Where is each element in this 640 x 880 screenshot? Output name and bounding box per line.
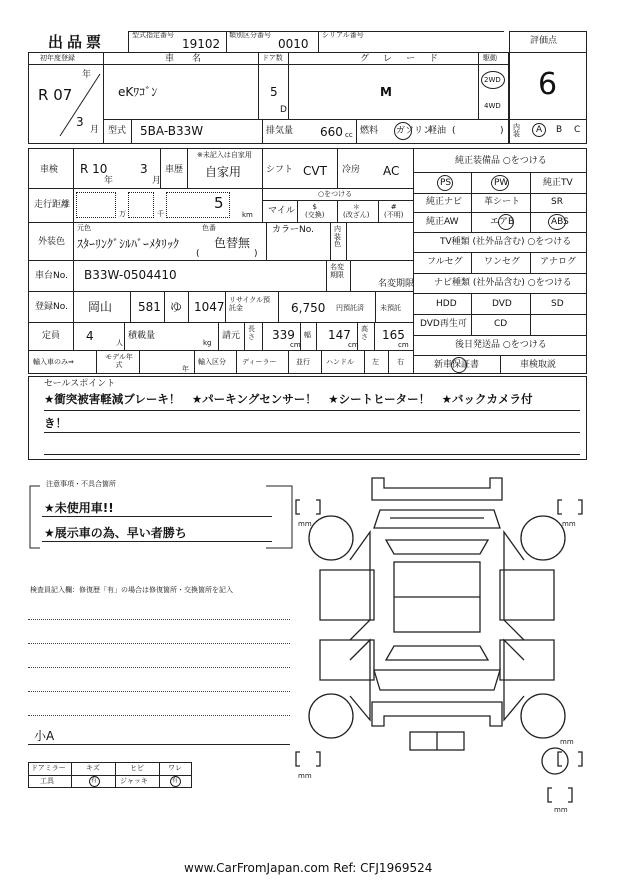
later-header: 後日発送品 ○をつける — [455, 340, 547, 350]
height-unit: cm — [398, 341, 409, 349]
footer-ref: www.CarFromJapan.com Ref: CFJ1969524 — [184, 861, 433, 875]
legend-jack: ジャッキ — [120, 777, 148, 785]
handle-right: 右 — [397, 358, 404, 366]
tv-header: TV種類 (社外品含む) ○をつける — [440, 237, 572, 247]
exchange: $ (交換) — [305, 203, 325, 220]
legend-crack: ヒビ — [130, 764, 144, 772]
spec-no-label: 型式指定番号 — [132, 31, 174, 39]
modified: ＊ (改ざん) — [343, 203, 370, 220]
doors-type: D — [280, 105, 287, 115]
shaken-label: 車検 — [40, 165, 59, 175]
equip-tv: 純正TV — [543, 178, 573, 188]
tv-one: ワンセグ — [484, 257, 521, 267]
nav-header: ナビ種類 (社外品含む) ○をつける — [434, 278, 572, 288]
mileage-sen: 千 — [157, 210, 164, 218]
load-unit: kg — [203, 339, 212, 347]
legend-mirror: ドアミラー — [31, 764, 66, 772]
nav-dvd-play: DVD再生可 — [420, 319, 467, 329]
equip-pw-circle — [491, 175, 509, 191]
shift: CVT — [303, 164, 327, 178]
shift-label: シフト — [266, 165, 294, 175]
year-unit: 年 — [82, 70, 92, 80]
first-reg-month: 3 — [76, 115, 84, 129]
category-no: 0010 — [278, 37, 309, 51]
shaken-month: 3 — [140, 162, 148, 176]
mileage-label: 走行距離 — [34, 200, 71, 210]
color-change: 色替無 — [214, 236, 251, 250]
parallel: 並行 — [296, 358, 310, 366]
grade-label: グレード — [360, 54, 453, 64]
mileage-mark: ○をつける — [318, 190, 353, 198]
notes-line2: ★展示車の為、早い者勝ち — [44, 526, 187, 540]
ext-color: ｽﾀｰﾘﾝｸﾞｼﾙﾊﾞｰﾒﾀﾘｯｸ — [77, 237, 180, 251]
fuel: ガソリン — [396, 126, 433, 136]
displacement: 660 — [320, 125, 343, 139]
import-label: 輸入車のみ⇒ — [33, 358, 74, 366]
height-label: 高さ — [361, 325, 368, 341]
shaken-year-unit: 年 — [104, 176, 114, 186]
category-no-label: 類別区分番号 — [229, 31, 271, 39]
history: 自家用 — [205, 165, 242, 179]
equip-airbag-circle — [498, 214, 514, 230]
mm-spare: mm — [554, 806, 568, 814]
drive-label: 駆動 — [483, 54, 497, 62]
mileage-box-2 — [128, 192, 154, 218]
reg-label: 登録No. — [35, 302, 68, 312]
sales-point-line2: き！ — [44, 416, 67, 430]
fuel-other: ( — [452, 126, 456, 136]
cooler: AC — [383, 164, 400, 178]
month-unit: 月 — [90, 125, 100, 135]
legend-tools-mark: 有 — [91, 777, 98, 784]
legend-scratch: キズ — [86, 764, 100, 772]
later-manual: 車検取説 — [520, 360, 557, 370]
form-title: 出品票 — [48, 33, 106, 51]
interior-color-label: 内装色 — [334, 225, 341, 249]
doors: 5 — [270, 85, 278, 99]
grade-score: 6 — [538, 67, 558, 102]
length-unit: cm — [290, 341, 301, 349]
dealer: ディーラー — [242, 358, 277, 366]
later-warranty: 新車保証書 — [434, 360, 480, 370]
mm-bl: mm — [298, 772, 312, 780]
mileage-man: 万 — [119, 210, 126, 218]
width-label: 幅 — [304, 331, 311, 339]
length-label: 長さ — [248, 325, 255, 341]
nav-dvd: DVD — [492, 299, 512, 309]
car-name-label: 車名 — [165, 54, 220, 64]
capacity: 4 — [86, 329, 94, 343]
length: 339 — [272, 328, 295, 342]
history-note: ※未記入は自家用 — [197, 151, 252, 159]
equip-aw: 純正AW — [426, 217, 459, 227]
recycle-amount: 6,750 — [291, 301, 326, 315]
equip-abs-circle — [548, 214, 566, 230]
sales-point-label: セールスポイント — [44, 379, 116, 389]
model-year-label: モデル年式 — [105, 353, 133, 369]
diesel-label: 軽油 — [428, 126, 447, 136]
interior-label: 内装 — [513, 123, 520, 138]
tv-full: フルセグ — [427, 257, 463, 267]
equip-navi: 純正ナビ — [426, 197, 463, 207]
name-change-label: 名変期限 — [330, 263, 344, 279]
capacity-unit: 人 — [116, 339, 123, 347]
width-unit: cm — [348, 341, 359, 349]
doors-label: ドア数 — [262, 54, 283, 62]
drive-4wd: 4WD — [484, 102, 501, 110]
load-label: 積載量 — [128, 331, 156, 341]
mm-tl: mm — [298, 520, 312, 528]
model-label: 型式 — [108, 126, 127, 136]
model-year-unit: 年 — [182, 365, 189, 373]
orig-color-label: 元色 — [77, 224, 91, 232]
shaken: R 10 — [80, 162, 108, 176]
recycle-status: 未預託 — [380, 304, 401, 312]
car-diagram — [290, 470, 590, 815]
equip-sr: SR — [551, 197, 563, 207]
grade: M — [380, 85, 392, 99]
chassis: B33W-0504410 — [84, 268, 177, 282]
first-reg-year: R 07 — [38, 86, 73, 104]
first-reg-label: 初年度登録 — [40, 54, 75, 62]
inspector-label: 検査員記入欄：修復歴「有」の場合は修復箇所・交換箇所を記入 — [30, 586, 233, 594]
mileage-box-1 — [76, 192, 116, 218]
sales-point-line1: ★衝突被害軽減ブレーキ！ ★パーキングセンサー！ ★シートヒーター！ ★バックカメラ付 — [44, 392, 533, 406]
unknown: # (不明) — [384, 203, 404, 220]
car-name: eKﾜｺﾞﾝ — [118, 85, 158, 99]
cc-unit: cc — [345, 131, 353, 139]
color-no-label: カラーNo. — [272, 225, 314, 235]
color-paren-open: ( — [196, 249, 200, 259]
reg-kana: ゆ — [170, 300, 183, 314]
model: 5BA-B33W — [140, 124, 204, 138]
inspector-note: 小A — [34, 729, 55, 743]
recycle-unit: 円預託済 — [336, 304, 364, 312]
fuel-other-close: ) — [500, 126, 504, 136]
mileage-km: km — [242, 211, 253, 219]
color-paren-close: ) — [254, 249, 258, 259]
equip-pw: PW — [494, 178, 509, 188]
reg-class: 581 — [138, 300, 161, 314]
interior-c: C — [574, 125, 581, 135]
chassis-label: 車台No. — [35, 271, 68, 281]
nav-sd: SD — [551, 299, 564, 309]
fuel-label: 燃料 — [360, 126, 379, 136]
drive-2wd: 2WD — [484, 76, 501, 84]
grade-score-label: 評価点 — [530, 36, 558, 46]
recycle-label: リサイクル預託金 — [229, 296, 271, 313]
request-label: 請元 — [222, 331, 241, 341]
mile-label: マイル — [268, 206, 295, 216]
cooler-label: 冷房 — [342, 165, 361, 175]
shaken-month-unit: 月 — [152, 176, 162, 186]
name-change-month-hidden: 名変期限 — [378, 279, 415, 289]
spec-no: 19102 — [182, 37, 221, 51]
later-warranty-circle — [451, 357, 467, 373]
interior-a: A — [536, 125, 543, 135]
equip-ps-circle — [437, 175, 453, 191]
equipment-header: 純正装備品 ○をつける — [455, 156, 547, 166]
reg-no: 1047 — [194, 300, 225, 314]
mm-br: mm — [560, 738, 574, 746]
equip-leather: 革シート — [484, 197, 521, 207]
history-label: 車歴 — [165, 165, 184, 175]
ext-color-label: 外装色 — [38, 237, 66, 247]
mm-tr: mm — [562, 520, 576, 528]
color-no-small-label: 色番 — [202, 224, 216, 232]
tv-analog: アナログ — [540, 257, 577, 267]
nav-hdd: HDD — [436, 299, 457, 309]
capacity-label: 定員 — [42, 331, 61, 341]
equip-airbag: エアB — [490, 217, 515, 227]
mileage-value: 5 — [214, 194, 224, 212]
notes-line1: ★未使用車!! — [44, 501, 114, 515]
import-class-label: 輸入区分 — [198, 358, 226, 366]
notes-label: 注意事項・不具合箇所 — [46, 480, 116, 488]
reg-place: 岡山 — [88, 300, 113, 314]
interior-b: B — [556, 125, 563, 135]
serial-label: シリアル番号 — [322, 31, 364, 39]
nav-cd: CD — [494, 319, 508, 329]
legend-jack-mark: 有 — [172, 777, 179, 784]
displacement-label: 排気量 — [266, 126, 294, 136]
height: 165 — [382, 328, 405, 342]
legend-broken: ワレ — [168, 764, 182, 772]
handle-left: 左 — [372, 358, 379, 366]
equip-ps: PS — [440, 178, 452, 188]
handle-label: ハンドル — [326, 358, 354, 366]
legend-tools: 工具 — [40, 777, 54, 785]
equip-abs: ABS — [551, 217, 569, 227]
width: 147 — [328, 328, 351, 342]
